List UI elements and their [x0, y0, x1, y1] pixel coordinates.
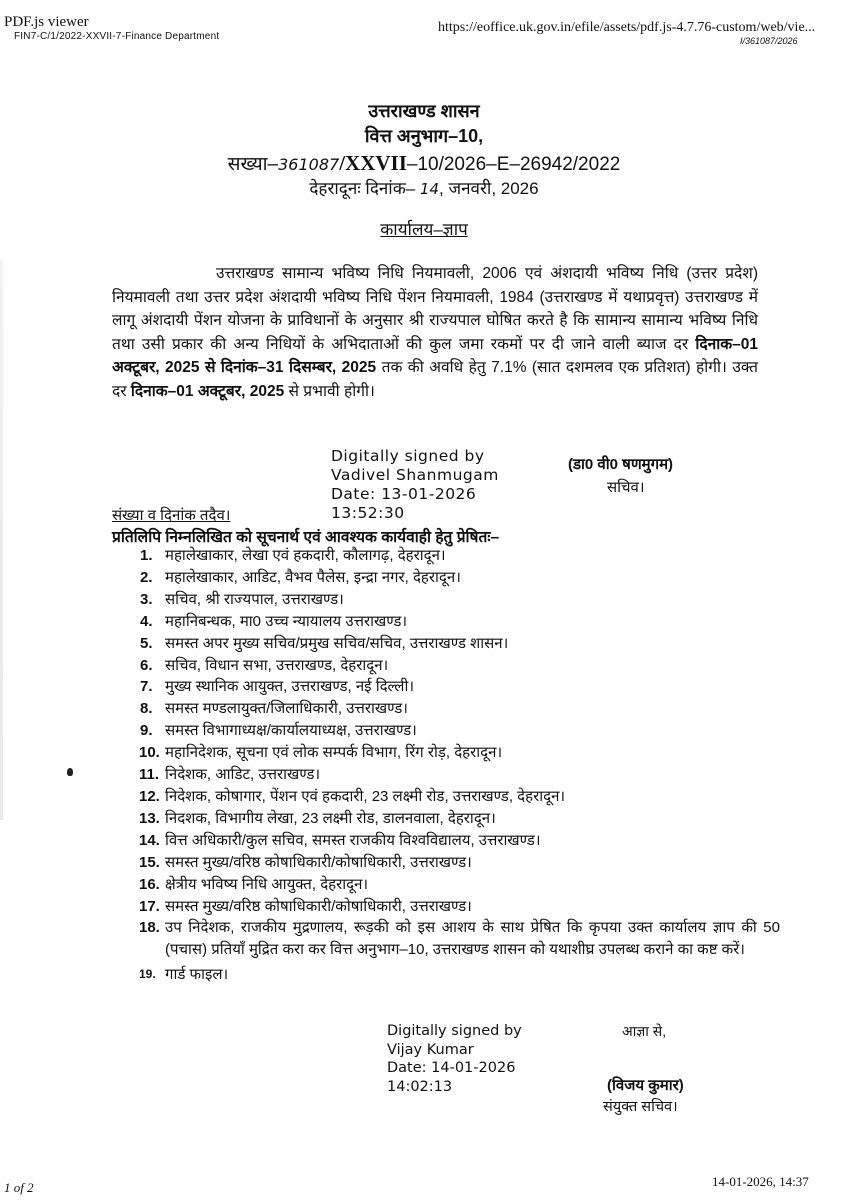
page-indicator: 1 of 2: [4, 1180, 34, 1195]
sig1-line1: Digitally signed by: [331, 447, 485, 465]
list-item: [140, 830, 780, 852]
item-number: 3.: [140, 590, 153, 608]
section-heading: वित्त अनुभाग–10,: [364, 126, 484, 146]
list-item: [140, 611, 780, 633]
item-text: महानिबन्धक, मा0 उच्च न्यायालय उत्तराखण्ड।: [165, 612, 408, 630]
list-item: [140, 698, 780, 720]
body-paragraph: [112, 262, 758, 403]
sig2-line4: 14:02:13: [387, 1078, 453, 1095]
item-number: 16.: [139, 875, 160, 893]
item-number: 11.: [139, 766, 160, 784]
item-number: 1.: [140, 547, 153, 564]
government-heading: उत्तराखण्ड शासन: [368, 101, 480, 121]
place-date: [0, 176, 848, 199]
item-number: 12.: [139, 787, 160, 805]
list-item: [140, 896, 780, 918]
list-item: [140, 676, 780, 698]
item-text: निदेशक, कोषागार, पेंशन एवं हकदारी, 23 लक्ष्मी रोड, उत्तराखण्ड, देहरादून।: [165, 787, 566, 805]
list-item: [140, 808, 780, 830]
document-type: कार्यालय–ज्ञाप: [380, 220, 468, 239]
item-text: क्षेत्रीय भविष्य निधि आयुक्त, देहरादून।: [165, 875, 369, 893]
item-text: महानिदेशक, सूचना एवं लोक सम्पर्क विभाग, रिंग रोड़, देहरादून।: [165, 744, 503, 762]
sig1-line2: Vadivel Shanmugam: [331, 466, 499, 484]
list-item: [140, 655, 780, 677]
item-text: उप निदेशक, राजकीय मुद्रणालय, रूड़की को इस आशय के साथ प्रेषित कि कृपया उक्त कार्यालय ज्ञाप की 50 (पचास) प्रतियॉं मुद्रित करा कर वित्त अनुभाग–10, उत्तराखण्ड शासन को यथाशीघ्र उपलब्ध कराने का कष्ट करें।: [165, 919, 780, 959]
file-reference: FIN7-C/1/2022-XXVII-7-Finance Department: [14, 31, 220, 42]
item-text: निदशक, विभागीय लेखा, 23 लक्ष्मी रोड, डालनवाला, देहरादून।: [165, 809, 496, 827]
viewer-title: PDF.js viewer: [4, 14, 89, 30]
signatory2-name: (विजय कुमार): [607, 1077, 684, 1094]
distribution-list: [140, 545, 780, 986]
list-item: [140, 589, 780, 611]
body-text-2: तक की अवधि हेतु 7.1% (सात दशमलव एक प्रतिशत) होगी। उक्त दर: [112, 359, 758, 400]
by-order-text: आज्ञा से,: [622, 1023, 667, 1039]
item-text: महालेखाकार, आडिट, वैभव पैलेस, इन्द्रा नगर, देहरादून।: [165, 568, 461, 586]
item-text: सचिव, विधान सभा, उत्तराखण्ड, देहरादून।: [165, 656, 389, 674]
item-number: 8.: [140, 700, 153, 718]
sig2-line1: Digitally signed by: [387, 1023, 522, 1039]
body-bold-2: दिनाक–01 अक्टूबर, 2025: [130, 382, 285, 400]
item-text: निदेशक, आडिट, उत्तराखण्ड।: [165, 766, 321, 784]
item-number: 10.: [139, 744, 160, 762]
list-item: [140, 917, 780, 961]
list-item: [140, 633, 780, 655]
item-number: 18.: [139, 919, 160, 937]
item-number: 2.: [140, 568, 153, 586]
item-text: समस्त विभागाध्यक्ष/कार्यालयाध्यक्ष, उत्तराखण्ड।: [165, 722, 417, 740]
list-item: [140, 852, 780, 874]
item-text: गार्ड फाइल।: [165, 966, 229, 984]
letter-number: [0, 150, 848, 176]
sig2-line3: Date: 14-01-2026: [387, 1060, 516, 1076]
item-text: सचिव, श्री राज्यपाल, उत्तराखण्ड।: [165, 590, 344, 608]
item-number: 9.: [140, 722, 153, 740]
date-handwritten: 14: [419, 180, 440, 198]
item-text: महालेखाकार, लेखा एवं हकदारी, कौलागढ़, देहरादून।: [165, 547, 446, 564]
item-number: 15.: [139, 853, 160, 871]
number-roman: /XXVII: [339, 151, 407, 175]
item-number: 5.: [140, 634, 153, 652]
item-text: समस्त अपर मुख्य सचिव/प्रमुख सचिव/सचिव, उत्तराखण्ड शासन।: [165, 634, 509, 652]
body-bold-1: दिनाक–01 अक्टूबर, 2025 से दिनांक–31 दिसम्बर, 2025: [112, 335, 758, 376]
number-prefix: सख्या–: [227, 154, 279, 175]
copy-reference: संख्या व दिनांक तदैव।: [112, 507, 231, 524]
list-item: [140, 874, 780, 896]
item-number: 17.: [139, 897, 160, 915]
item-text: समस्त मुख्य/वरिष्ठ कोषाधिकारी/कोषाधिकारी, उत्तराखण्ड।: [165, 853, 472, 871]
sig1-line3: Date: 13-01-2026: [331, 485, 477, 503]
sig2-line2: Vijay Kumar: [387, 1041, 474, 1058]
sig1-line4: 13:52:30: [331, 504, 405, 522]
signatory1-name: (डा0 वी0 षणमुगम): [568, 456, 674, 473]
item-number: 7.: [140, 678, 153, 696]
place-date-prefix: देहरादूनः दिनांक–: [309, 179, 420, 198]
body-text-3: से प्रभावी होगी।: [284, 382, 375, 400]
signatory1-designation: सचिव।: [607, 479, 645, 496]
date-suffix: , जनवरी, 2026: [439, 179, 539, 198]
list-item: [140, 742, 780, 764]
item-text: समस्त मण्डलायुक्त/जिलाधिकारी, उत्तराखण्ड।: [165, 700, 408, 718]
item-number: 14.: [139, 831, 160, 849]
list-item: [140, 545, 780, 567]
list-item: [140, 764, 780, 786]
list-item: [140, 964, 780, 986]
item-text: समस्त मुख्य/वरिष्ठ कोषाधिकारी/कोषाधिकारी, उत्तराखण्ड।: [165, 897, 472, 915]
ink-speck: [67, 768, 73, 776]
list-item: [140, 786, 780, 808]
item-number: 6.: [140, 656, 153, 674]
item-number: 4.: [140, 612, 153, 630]
item-number: 19.: [139, 967, 156, 982]
copy-heading: प्रतिलिपि निम्नलिखित को सूचनार्थ एवं आवश्यक कार्यवाही हेतु प्रेषितः–: [112, 529, 500, 546]
item-text: वित्त अधिकारी/कुल सचिव, समस्त राजकीय विश्वविद्यालय, उत्तराखण्ड।: [165, 831, 541, 849]
page-edge-shadow: [0, 260, 3, 820]
number-handwritten: 361087: [278, 155, 340, 174]
print-timestamp: 14-01-2026, 14:37: [712, 1174, 809, 1189]
list-item: [140, 567, 780, 589]
item-number: 13.: [139, 809, 160, 827]
item-text: मुख्य स्थानिक आयुक्त, उत्तराखण्ड, नई दिल्ली।: [165, 678, 415, 696]
list-item: [140, 720, 780, 742]
digital-signature-1: [331, 447, 499, 523]
body-text-1: उत्तराखण्ड सामान्य भविष्य निधि नियमावली, 2006 एवं अंशदायी भविष्य निधि (उत्तर प्रदेश) नियमावली तथा उत्तर प्रदेश अंशदायी भविष्य निधि पेंशन नियमावली, 1984 (उत्तराखण्ड में यथाप्रवृत्त) उत्तराखण्ड में लागू अंशदायी पेंशन योजना के प्राविधानों के अनुसार श्री राज्यपाल घोषित करते है कि सामान्य सामान्य भविष्य निधि तथा उसी प्रकार की अन्य निधियों के अभिदाताओं की कुल जमा रकमों पर दी जाने वाली ब्याज दर: [112, 265, 758, 353]
number-suffix: –10/2026–E–26942/2022: [406, 154, 621, 175]
document-reference: I/361087/2026: [740, 36, 798, 46]
digital-signature-2: [387, 1022, 522, 1096]
viewer-url: https://eoffice.uk.gov.in/efile/assets/pdf.js-4.7.76-custom/web/vie...: [438, 20, 816, 35]
signatory2-designation: संयुक्त सचिव।: [603, 1099, 678, 1115]
